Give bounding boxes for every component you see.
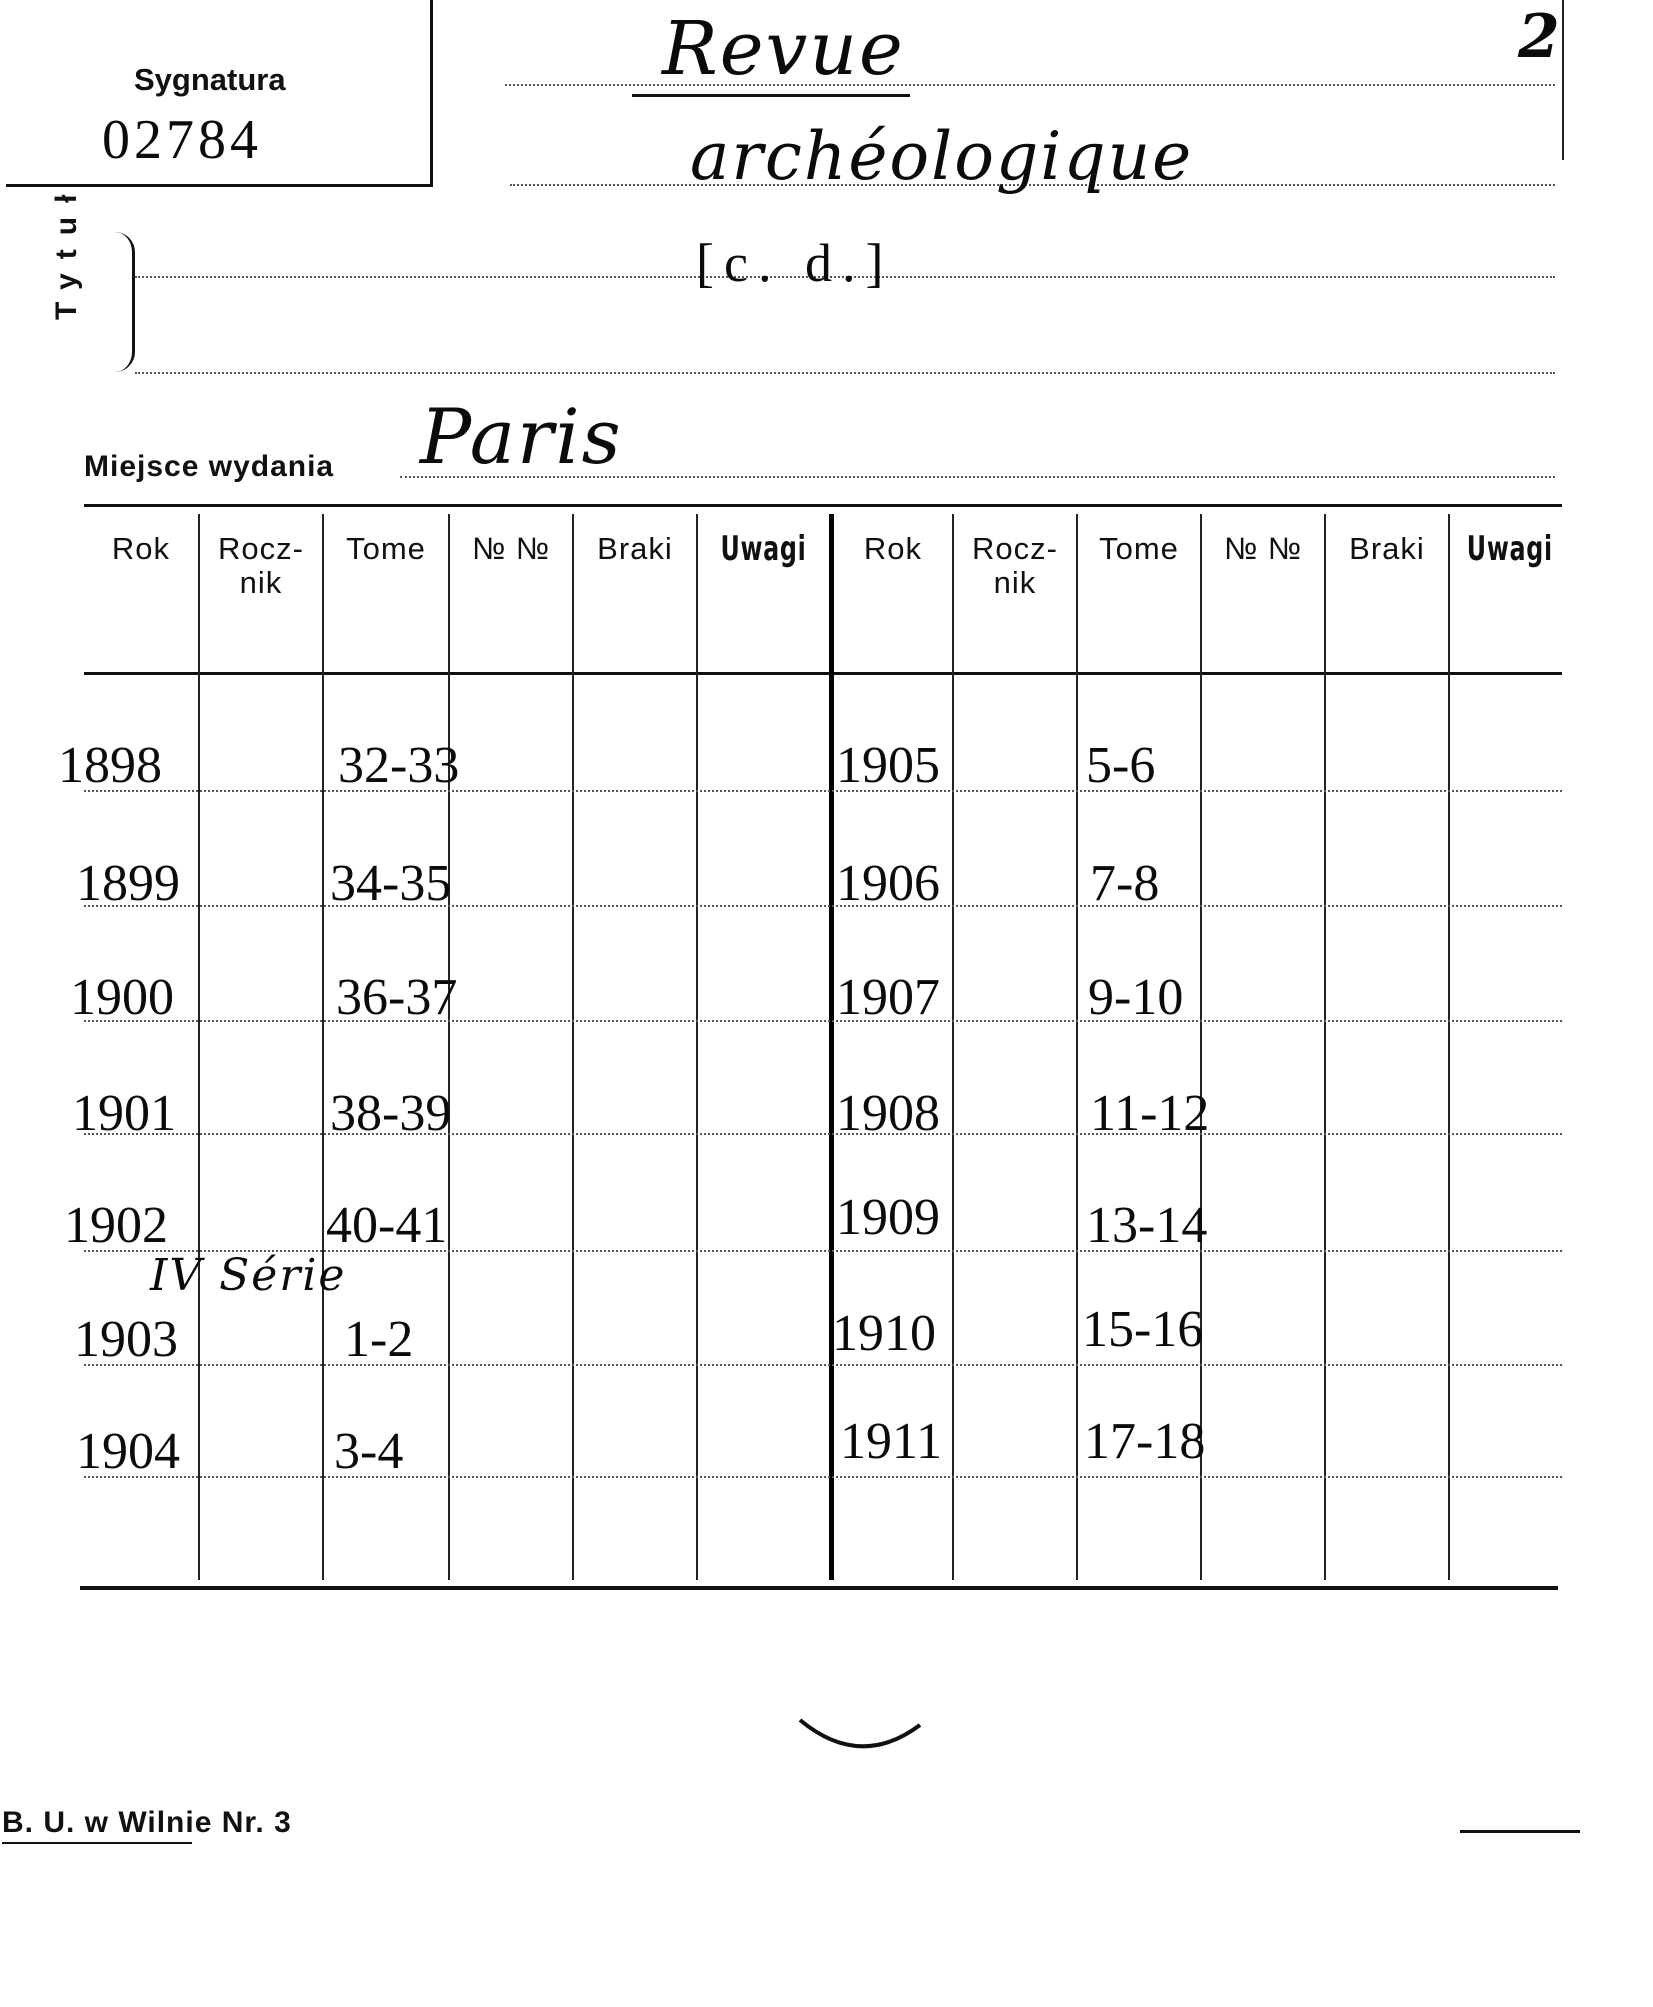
- title-underline: [632, 94, 910, 97]
- header-numery: № №: [1223, 531, 1303, 566]
- col-sep: [198, 514, 200, 1580]
- col-sep: [696, 514, 698, 1580]
- page-number: 2: [1518, 2, 1560, 72]
- rok-cell: 1910: [832, 1305, 936, 1362]
- title-line-4: [135, 372, 1555, 374]
- col-sep: [1076, 514, 1078, 1580]
- series-note: IV Série: [150, 1250, 347, 1301]
- signature-value: 02784: [102, 109, 262, 171]
- header-rok: Rok: [111, 531, 171, 566]
- tome-cell: 9-10: [1088, 969, 1184, 1026]
- rok-cell: 1911: [840, 1413, 943, 1470]
- tome-cell: 36-37: [336, 969, 458, 1026]
- title-line-3-text: [c. d.]: [696, 233, 894, 293]
- col-sep: [952, 514, 954, 1580]
- rok-cell: 1902: [64, 1197, 168, 1254]
- header-tome: Tome: [1099, 531, 1179, 566]
- header-rok: Rok: [863, 531, 923, 566]
- row-line: [84, 1476, 1562, 1478]
- header-numery: № №: [471, 531, 551, 566]
- place-label: Miejsce wydania: [84, 450, 335, 483]
- title-line-2-text: archéologique: [690, 118, 1194, 195]
- rok-cell: 1909: [836, 1189, 940, 1246]
- footer-rule-right: [1460, 1830, 1580, 1833]
- tome-cell: 40-41: [326, 1197, 448, 1254]
- rok-cell: 1901: [72, 1085, 176, 1142]
- rok-cell: 1899: [76, 855, 180, 912]
- title-line-1-text: Revue: [662, 6, 905, 92]
- row-line: [84, 790, 1562, 792]
- signature-label: Sygnatura: [134, 62, 286, 97]
- rok-cell: 1906: [836, 855, 940, 912]
- col-sep-center: [829, 514, 834, 1580]
- tome-cell: 32-33: [338, 737, 460, 794]
- tome-cell: 34-35: [330, 855, 452, 912]
- tome-cell: 5-6: [1086, 737, 1156, 794]
- footer-underline: [2, 1842, 192, 1844]
- col-sep: [572, 514, 574, 1580]
- rok-cell: 1908: [836, 1085, 940, 1142]
- rok-cell: 1907: [836, 969, 940, 1026]
- footer-text: B. U. w Wilnie Nr. 3: [2, 1806, 292, 1839]
- title-side-label: Tytuł: [50, 180, 83, 320]
- header-uwagi: Uwagi: [720, 529, 807, 569]
- table-header-rule: [84, 672, 1562, 675]
- header-uwagi: Uwagi: [1466, 529, 1553, 569]
- tome-cell: 11-12: [1090, 1085, 1210, 1142]
- table-bottom-rule: [80, 1586, 1558, 1590]
- row-line: [84, 905, 1562, 907]
- right-edge-line: [1562, 0, 1564, 160]
- row-line: [84, 1020, 1562, 1022]
- rok-cell: 1900: [70, 969, 174, 1026]
- tome-cell: 7-8: [1090, 855, 1160, 912]
- tome-cell: 38-39: [330, 1085, 452, 1142]
- tome-cell: 1-2: [344, 1311, 414, 1368]
- col-sep: [1324, 514, 1326, 1580]
- header-braki: Braki: [1349, 531, 1425, 566]
- title-brace: [112, 232, 135, 372]
- stamp-curve: [780, 1700, 940, 1770]
- header-rocznik: Rocz- nik: [218, 531, 304, 600]
- table-top-rule: [84, 504, 1562, 507]
- tome-cell: 3-4: [334, 1423, 404, 1480]
- tome-cell: 17-18: [1084, 1413, 1206, 1470]
- rok-cell: 1904: [76, 1423, 180, 1480]
- tome-cell: 13-14: [1086, 1197, 1208, 1254]
- col-sep: [448, 514, 450, 1580]
- header-tome: Tome: [346, 531, 426, 566]
- row-line: [84, 1364, 1562, 1366]
- rok-cell: 1898: [58, 737, 162, 794]
- header-braki: Braki: [597, 531, 673, 566]
- signature-box: [6, 0, 433, 187]
- col-sep: [1448, 514, 1450, 1580]
- rok-cell: 1903: [74, 1311, 178, 1368]
- header-rocznik: Rocz- nik: [972, 531, 1058, 600]
- place-value: Paris: [420, 392, 623, 481]
- rok-cell: 1905: [836, 737, 940, 794]
- col-sep: [322, 514, 324, 1580]
- row-line: [84, 1133, 1562, 1135]
- tome-cell: 15-16: [1082, 1301, 1204, 1358]
